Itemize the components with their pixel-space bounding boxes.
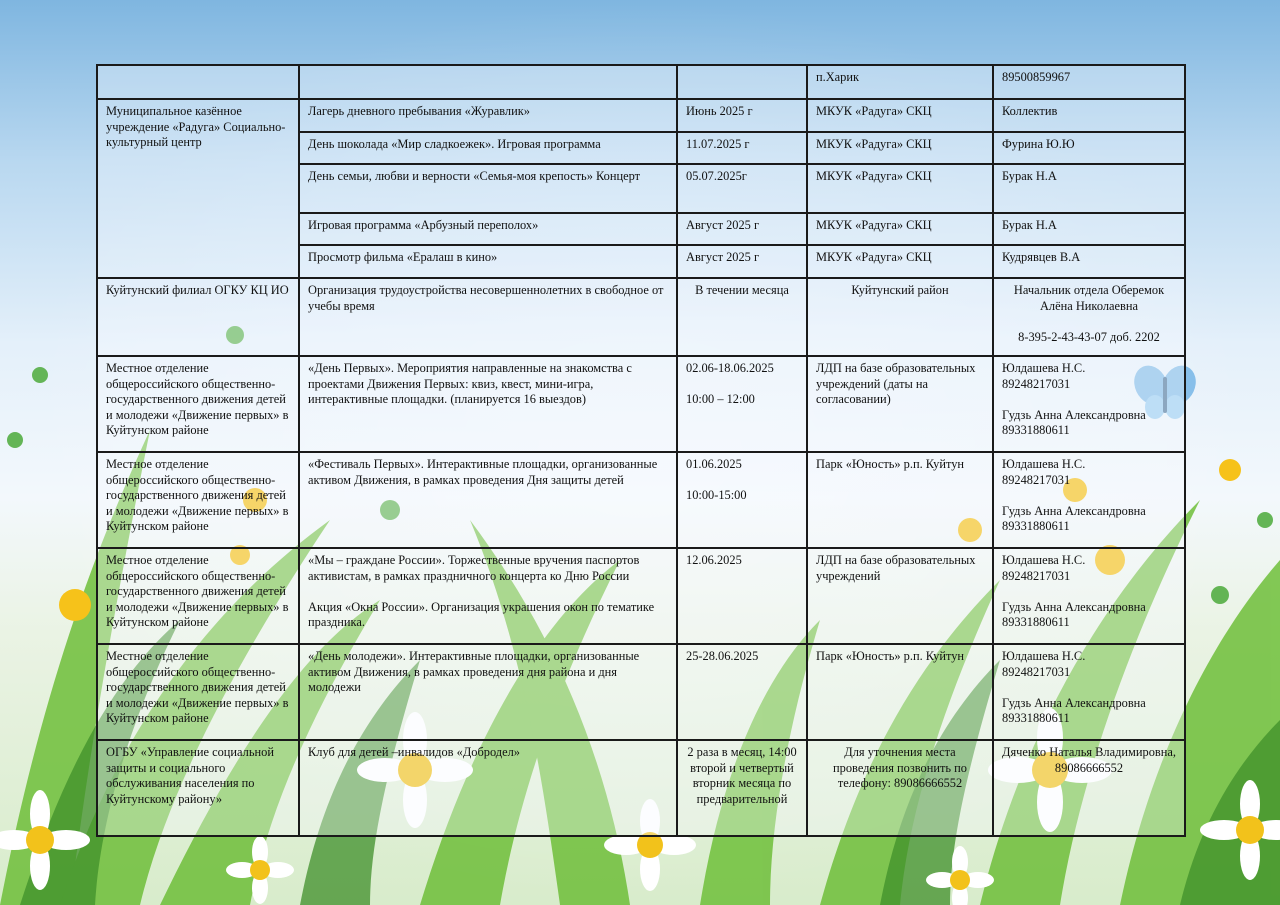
event-cell: День шоколада «Мир сладкоежек». Игровая программа [299,132,677,164]
event-cell: «Мы – граждане России». Торжественные вручения паспортов активистам, в рамках праздничного концерта ко Дню России Акция «Окна России». Организация украшения окон по тематике праздника. [299,548,677,644]
table-row [97,356,1185,452]
organization-cell: Местное отделение общероссийского общественно-государственного движения детей и молодежи «Движение первых» в Куйтунском районе [97,644,299,740]
contact-cell: Юлдашева Н.С. 89248217031 Гудзь Анна Александровна 89331880611 [993,548,1185,644]
place-cell: МКУК «Радуга» СКЦ [807,164,993,213]
event-cell: День семьи, любви и верности «Семья-моя крепость» Концерт [299,164,677,213]
table-row [97,740,1185,836]
table-row [97,548,1185,644]
event-plan-sheet [96,64,1186,837]
place-cell: ЛДП на базе образовательных учреждений [807,548,993,644]
date-cell [677,65,807,99]
place-cell: ЛДП на базе образовательных учреждений (даты на согласовании) [807,356,993,452]
event-cell: Просмотр фильма «Ералаш в кино» [299,245,677,278]
organization-cell: Куйтунский филиал ОГКУ КЦ ИО [97,278,299,356]
contact-cell: Юлдашева Н.С. 89248217031 Гудзь Анна Александровна 89331880611 [993,644,1185,740]
place-cell: Для уточнения места проведения позвонить по телефону: 89086666552 [807,740,993,836]
contact-cell: Начальник отдела Оберемок Алёна Николаевна 8-395-2-43-43-07 доб. 2202 [993,278,1185,356]
table-row [97,644,1185,740]
organization-cell: Местное отделение общероссийского общественно-государственного движения детей и молодежи «Движение первых» в Куйтунском районе [97,548,299,644]
place-cell: Куйтунский район [807,278,993,356]
event-cell: Организация трудоустройства несовершеннолетних в свободное от учебы время [299,278,677,356]
contact-cell: Дяченко Наталья Владимировна, 89086666552 [993,740,1185,836]
organization-cell: Муниципальное казённое учреждение «Радуга» Социально-культурный центр [97,99,299,278]
place-cell: МКУК «Радуга» СКЦ [807,99,993,132]
place-cell: Парк «Юность» р.п. Куйтун [807,452,993,548]
event-cell: Клуб для детей –инвалидов «Добродел» [299,740,677,836]
date-cell: 01.06.2025 10:00-15:00 [677,452,807,548]
organization-cell: ОГБУ «Управление социальной защиты и социального обслуживания населения по Куйтунскому району» [97,740,299,836]
date-cell: 05.07.2025г [677,164,807,213]
date-cell: В течении месяца [677,278,807,356]
place-cell: Парк «Юность» р.п. Куйтун [807,644,993,740]
event-cell: «День молодежи». Интерактивные площадки, организованные активом Движения, в рамках проведения дня района и дня молодежи [299,644,677,740]
table-row [97,278,1185,356]
event-cell: Игровая программа «Арбузный переполох» [299,213,677,245]
events-table [96,64,1186,837]
event-cell: «День Первых». Мероприятия направленные на знакомства с проектами Движения Первых: квиз, квест, мини-игра, интерактивные площадки. (планируется 16 выездов) [299,356,677,452]
contact-cell: Фурина Ю.Ю [993,132,1185,164]
date-cell: 02.06-18.06.2025 10:00 – 12:00 [677,356,807,452]
contact-cell: Кудрявцев В.А [993,245,1185,278]
contact-cell: Юлдашева Н.С. 89248217031 Гудзь Анна Александровна 89331880611 [993,452,1185,548]
contact-cell: Бурак Н.А [993,213,1185,245]
contact-cell: 89500859967 [993,65,1185,99]
date-cell: Август 2025 г [677,213,807,245]
date-cell: 25-28.06.2025 [677,644,807,740]
date-cell: 12.06.2025 [677,548,807,644]
table-row [97,65,1185,99]
date-cell: 2 раза в месяц, 14:00 второй и четвертый вторник месяца по предварительной [677,740,807,836]
table-row [97,99,1185,132]
date-cell: Август 2025 г [677,245,807,278]
date-cell: Июнь 2025 г [677,99,807,132]
event-cell: «Фестиваль Первых». Интерактивные площадки, организованные активом Движения, в рамках проведения Дня защиты детей [299,452,677,548]
organization-cell: Местное отделение общероссийского общественно-государственного движения детей и молодежи «Движение первых» в Куйтунском районе [97,452,299,548]
contact-cell: Юлдашева Н.С. 89248217031 Гудзь Анна Александровна 89331880611 [993,356,1185,452]
place-cell: МКУК «Радуга» СКЦ [807,245,993,278]
organization-cell [97,65,299,99]
place-cell: МКУК «Радуга» СКЦ [807,213,993,245]
place-cell: п.Харик [807,65,993,99]
contact-cell: Коллектив [993,99,1185,132]
event-cell [299,65,677,99]
contact-cell: Бурак Н.А [993,164,1185,213]
place-cell: МКУК «Радуга» СКЦ [807,132,993,164]
event-cell: Лагерь дневного пребывания «Журавлик» [299,99,677,132]
organization-cell: Местное отделение общероссийского общественно-государственного движения детей и молодежи «Движение первых» в Куйтунском районе [97,356,299,452]
table-row [97,452,1185,548]
date-cell: 11.07.2025 г [677,132,807,164]
